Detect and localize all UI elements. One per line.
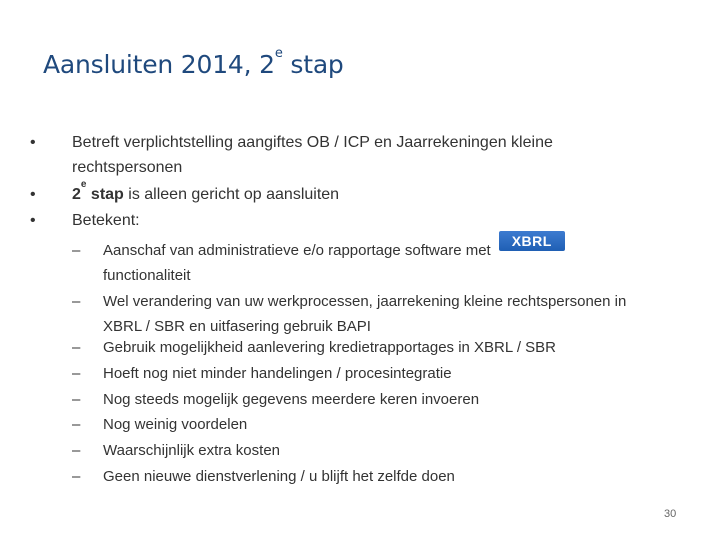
subbullet-item [72,233,692,288]
subbullet-item [72,412,692,437]
dash-icon: – [72,442,81,459]
bullet-text-line: rechtspersonen [72,159,183,176]
bullet-item [30,179,690,207]
bullet-icon: • [30,134,36,151]
xbrl-logo: XBRL [499,231,565,251]
bullet-text: is alleen gericht op aansluiten [123,186,340,203]
subbullet-item [72,289,692,339]
dash-icon: – [72,391,81,408]
subbullet-text-line: functionaliteit [103,267,191,284]
bullet-bold-text: 2e stap [72,179,124,203]
subbullet-text: Geen nieuwe dienstverlening / u blijft het zelfde doen [103,468,455,485]
subbullet-item [72,335,692,360]
subbullet-text: Gebruik mogelijkheid aanlevering kredietrapportages in XBRL / SBR [103,339,557,356]
dash-icon: – [72,416,81,433]
dash-icon: – [72,293,81,310]
subbullet-text: Hoeft nog niet minder handelingen / procesintegratie [103,365,452,382]
subbullet-text: Aanschaf van administratieve e/o rapportage software met [103,242,491,259]
subbullet-text: Waarschijnlijk extra kosten [103,442,281,459]
dash-icon: – [72,365,81,382]
subbullet-text: Nog weinig voordelen [103,416,248,433]
subbullet-text: Nog steeds mogelijk gegevens meerdere keren invoeren [103,391,480,408]
subbullet-item [72,387,692,412]
slide-title: Aansluiten 2014, 2e stap [43,46,344,79]
subbullet-text: Wel verandering van uw werkprocessen, jaarrekening kleine rechtspersonen in [103,293,627,310]
bullet-text-line: Betreft verplichtstelling aangiftes OB / ICP en Jaarrekeningen kleine [72,134,553,151]
subbullet-item [72,361,692,386]
bullet-item [30,130,690,180]
bullet-text: Betekent: [72,212,140,229]
dash-icon: – [72,339,81,356]
dash-icon: – [72,468,81,485]
dash-icon: – [72,242,81,259]
page-number: 30 [664,508,677,520]
subbullet-item [72,464,692,489]
bullet-item [30,208,690,233]
subbullet-item [72,438,692,463]
subbullet-text-line: XBRL / SBR en uitfasering gebruik BAPI [103,318,371,335]
bullet-icon: • [30,212,36,229]
bullet-icon: • [30,186,36,203]
